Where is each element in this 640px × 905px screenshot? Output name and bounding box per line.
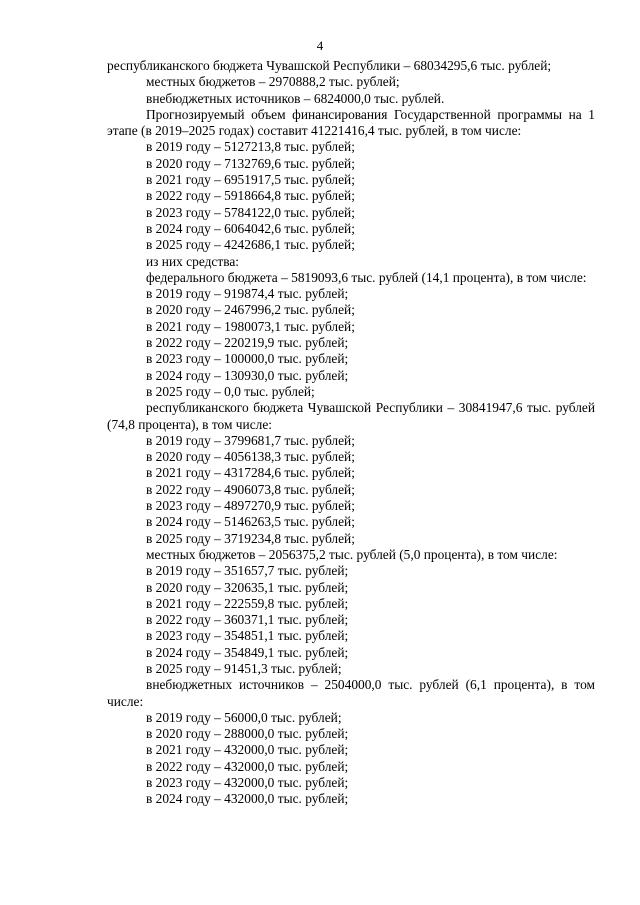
paragraph: внебюджетных источников – 6824000,0 тыс. рублей. bbox=[146, 90, 445, 106]
paragraph: в 2025 году – 3719234,8 тыс. рублей; bbox=[146, 530, 355, 546]
paragraph: в 2024 году – 354849,1 тыс. рублей; bbox=[146, 644, 349, 660]
paragraph: республиканского бюджета Чувашской Республики – 68034295,6 тыс. рублей; bbox=[107, 58, 552, 73]
paragraph: в 2021 году – 1980073,1 тыс. рублей; bbox=[146, 318, 355, 334]
paragraph: в 2022 году – 220219,9 тыс. рублей; bbox=[146, 335, 349, 351]
paragraph: в 2023 году – 354851,1 тыс. рублей; bbox=[146, 628, 349, 644]
paragraph: в 2021 году – 432000,0 тыс. рублей; bbox=[146, 742, 349, 758]
paragraph: местных бюджетов – 2056375,2 тыс. рублей (5,0 процента), в том числе: bbox=[146, 546, 558, 562]
paragraph: в 2024 году – 432000,0 тыс. рублей; bbox=[146, 791, 349, 807]
paragraph: в 2020 году – 4056138,3 тыс. рублей; bbox=[146, 449, 355, 465]
paragraph: федерального бюджета – 5819093,6 тыс. рублей (14,1 процента), в том числе: bbox=[146, 269, 587, 285]
paragraph: внебюджетных источников – 2504000,0 тыс. рублей (6,1 процента), в том числе: bbox=[107, 677, 595, 709]
paragraph: в 2019 году – 351657,7 тыс. рублей; bbox=[146, 563, 349, 579]
page-number: 4 bbox=[316, 38, 324, 53]
paragraph: в 2023 году – 100000,0 тыс. рублей; bbox=[146, 351, 349, 367]
paragraph: в 2021 году – 6951917,5 тыс. рублей; bbox=[146, 172, 355, 188]
paragraph: в 2023 году – 4897270,9 тыс. рублей; bbox=[146, 498, 355, 514]
paragraph: местных бюджетов – 2970888,2 тыс. рублей; bbox=[146, 74, 400, 90]
paragraph: в 2022 году – 5918664,8 тыс. рублей; bbox=[146, 188, 355, 204]
paragraph: в 2025 году – 0,0 тыс. рублей; bbox=[146, 383, 315, 399]
paragraph: в 2024 году – 6064042,6 тыс. рублей; bbox=[146, 220, 355, 236]
paragraph: в 2020 году – 7132769,6 тыс. рублей; bbox=[146, 155, 355, 171]
paragraph: в 2023 году – 432000,0 тыс. рублей; bbox=[146, 775, 349, 791]
paragraph: в 2020 году – 288000,0 тыс. рублей; bbox=[146, 726, 349, 742]
paragraph: в 2025 году – 91451,3 тыс. рублей; bbox=[146, 660, 342, 676]
paragraph: в 2019 году – 56000,0 тыс. рублей; bbox=[146, 709, 342, 725]
paragraph: в 2022 году – 360371,1 тыс. рублей; bbox=[146, 612, 349, 628]
paragraph: в 2025 году – 4242686,1 тыс. рублей; bbox=[146, 237, 355, 253]
paragraph: в 2019 году – 3799681,7 тыс. рублей; bbox=[146, 432, 355, 448]
paragraph: в 2020 году – 2467996,2 тыс. рублей; bbox=[146, 302, 355, 318]
paragraph: в 2023 году – 5784122,0 тыс. рублей; bbox=[146, 204, 355, 220]
paragraph: в 2021 году – 4317284,6 тыс. рублей; bbox=[146, 465, 355, 481]
paragraph: из них средства: bbox=[146, 253, 240, 269]
paragraph: в 2019 году – 919874,4 тыс. рублей; bbox=[146, 286, 349, 302]
paragraph: в 2020 году – 320635,1 тыс. рублей; bbox=[146, 579, 349, 595]
paragraph: в 2022 году – 432000,0 тыс. рублей; bbox=[146, 758, 349, 774]
paragraph: Прогнозируемый объем финансирования Государственной программы на 1 этапе (в 2019–2025 годах) составит 41221416,4 тыс. рублей, в том числе: bbox=[107, 106, 595, 139]
paragraph: в 2024 году – 130930,0 тыс. рублей; bbox=[146, 367, 349, 383]
paragraph: в 2019 году – 5127213,8 тыс. рублей; bbox=[146, 139, 355, 155]
document-body bbox=[107, 58, 595, 808]
paragraph: в 2024 году – 5146263,5 тыс. рублей; bbox=[146, 514, 355, 530]
paragraph: республиканского бюджета Чувашской Республики – 30841947,6 тыс. рублей (74,8 процента), в том числе: bbox=[107, 400, 595, 432]
paragraph: в 2021 году – 222559,8 тыс. рублей; bbox=[146, 595, 349, 611]
paragraph: в 2022 году – 4906073,8 тыс. рублей; bbox=[146, 481, 355, 497]
